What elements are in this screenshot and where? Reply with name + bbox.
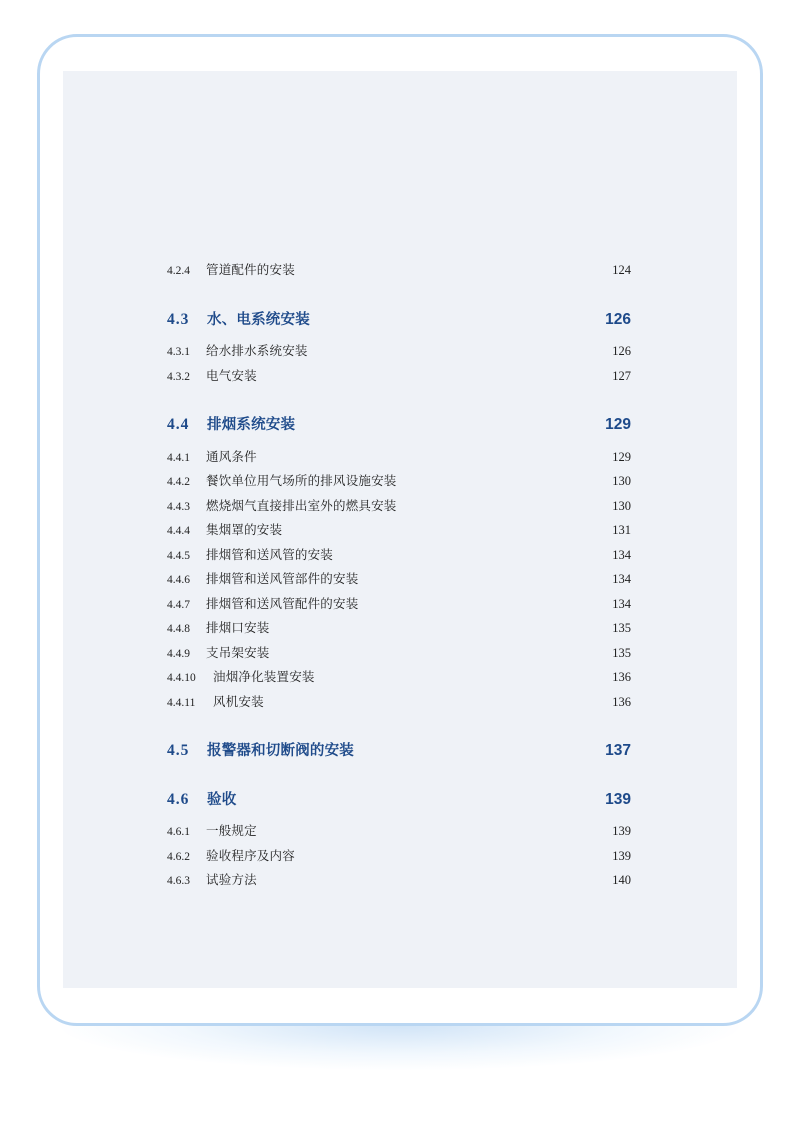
toc-entry-page: 136 bbox=[612, 695, 631, 709]
toc-entry-title: 餐饮单位用气场所的排风设施安装 bbox=[206, 473, 397, 488]
toc-section-title: 水、电系统安装 bbox=[207, 312, 310, 328]
toc-entry-4-4-5[interactable] bbox=[167, 547, 631, 564]
toc-section-number: 4.3 bbox=[167, 311, 190, 328]
toc-entry-4-4-8[interactable] bbox=[167, 620, 631, 637]
toc-entry-4-4-4[interactable] bbox=[167, 522, 631, 539]
toc-section-page: 139 bbox=[605, 791, 631, 808]
toc-entry-page: 127 bbox=[612, 369, 631, 383]
toc-entry-title: 支吊架安装 bbox=[206, 645, 270, 660]
toc-entry-number: 4.2.4 bbox=[167, 265, 190, 277]
toc-entry-4-4-2[interactable] bbox=[167, 473, 631, 490]
toc-entry-number: 4.4.9 bbox=[167, 648, 190, 660]
toc-section-page: 137 bbox=[605, 742, 631, 759]
toc-entry-title: 集烟罩的安装 bbox=[206, 522, 283, 537]
toc-entry-page: 130 bbox=[612, 499, 631, 513]
toc-entry-number: 4.4.8 bbox=[167, 623, 190, 635]
toc-entry-page: 129 bbox=[612, 450, 631, 464]
toc-entry-title: 燃烧烟气直接排出室外的燃具安装 bbox=[206, 498, 397, 513]
toc-entry-title: 排烟管和送风管的安装 bbox=[206, 547, 334, 562]
toc-entry-page: 135 bbox=[612, 646, 631, 660]
toc-entry-title: 排烟管和送风管部件的安装 bbox=[206, 571, 359, 586]
toc-entry-title: 电气安装 bbox=[206, 368, 257, 383]
toc-entry-title: 验收程序及内容 bbox=[206, 848, 295, 863]
toc-section-title: 验收 bbox=[207, 792, 237, 808]
toc-section-title: 排烟系统安装 bbox=[207, 417, 296, 433]
toc-entry-number: 4.4.6 bbox=[167, 574, 190, 586]
toc-section-title: 报警器和切断阀的安装 bbox=[207, 743, 354, 759]
toc-entry-4-6-3[interactable] bbox=[167, 872, 631, 889]
toc-entry-title: 油烟净化装置安装 bbox=[213, 669, 315, 684]
toc-entry-4-4-9[interactable] bbox=[167, 645, 631, 662]
toc-entry-4-4-7[interactable] bbox=[167, 596, 631, 613]
toc-section-4-5[interactable] bbox=[167, 741, 631, 761]
toc-section-page: 129 bbox=[605, 416, 631, 433]
toc-entry-page: 134 bbox=[612, 597, 631, 611]
toc-entry-4-6-1[interactable] bbox=[167, 823, 631, 840]
toc-entry-4-4-11[interactable] bbox=[167, 694, 631, 711]
toc-entry-page: 140 bbox=[612, 873, 631, 887]
toc-entry-page: 130 bbox=[612, 474, 631, 488]
toc-section-number: 4.4 bbox=[167, 416, 190, 433]
toc-entry-number: 4.6.3 bbox=[167, 875, 190, 887]
toc-section-4-4[interactable] bbox=[167, 415, 631, 435]
toc-entry-number: 4.4.11 bbox=[167, 697, 196, 709]
toc-entry-page: 126 bbox=[612, 344, 631, 358]
toc-entry-title: 试验方法 bbox=[206, 872, 257, 887]
toc-entry-title: 排烟管和送风管配件的安装 bbox=[206, 596, 359, 611]
toc-entry-4-4-3[interactable] bbox=[167, 498, 631, 515]
toc-entry-number: 4.6.1 bbox=[167, 826, 190, 838]
toc-entry-page: 139 bbox=[612, 849, 631, 863]
toc-entry-number: 4.4.1 bbox=[167, 452, 190, 464]
toc-entry-title: 一般规定 bbox=[206, 823, 257, 838]
toc-entry-4-4-6[interactable] bbox=[167, 571, 631, 588]
toc-entry-title: 管道配件的安装 bbox=[206, 262, 295, 277]
toc-entry-number: 4.4.2 bbox=[167, 476, 190, 488]
toc-entry-page: 134 bbox=[612, 572, 631, 586]
toc-section-number: 4.6 bbox=[167, 791, 190, 808]
toc-entry-4-6-2[interactable] bbox=[167, 848, 631, 865]
toc-entry-title: 给水排水系统安装 bbox=[206, 343, 308, 358]
toc-entry-page: 134 bbox=[612, 548, 631, 562]
toc-entry-4-4-1[interactable] bbox=[167, 449, 631, 466]
toc-entry-number: 4.4.5 bbox=[167, 550, 190, 562]
toc-section-4-6[interactable] bbox=[167, 790, 631, 810]
toc-entry-title: 风机安装 bbox=[213, 694, 264, 709]
toc-entry-number: 4.4.7 bbox=[167, 599, 190, 611]
toc-entry-4-2-4[interactable] bbox=[167, 262, 631, 279]
toc-entry-page: 139 bbox=[612, 824, 631, 838]
toc-entry-page: 135 bbox=[612, 621, 631, 635]
toc-entry-4-4-10[interactable] bbox=[167, 669, 631, 686]
toc-entry-page: 131 bbox=[612, 523, 631, 537]
toc-section-page: 126 bbox=[605, 311, 631, 328]
toc-entry-number: 4.6.2 bbox=[167, 851, 190, 863]
toc-entry-4-3-1[interactable] bbox=[167, 343, 631, 360]
toc-entry-number: 4.4.4 bbox=[167, 525, 190, 537]
toc-entry-number: 4.3.1 bbox=[167, 346, 190, 358]
toc-section-4-3[interactable] bbox=[167, 310, 631, 330]
toc-entry-4-3-2[interactable] bbox=[167, 368, 631, 385]
toc-entry-page: 136 bbox=[612, 670, 631, 684]
toc-entry-title: 通风条件 bbox=[206, 449, 257, 464]
toc-entry-number: 4.4.3 bbox=[167, 501, 190, 513]
toc-section-number: 4.5 bbox=[167, 742, 190, 759]
toc-entry-title: 排烟口安装 bbox=[206, 620, 270, 635]
toc-entry-page: 124 bbox=[612, 263, 631, 277]
toc-entry-number: 4.3.2 bbox=[167, 371, 190, 383]
toc-entry-number: 4.4.10 bbox=[167, 672, 196, 684]
